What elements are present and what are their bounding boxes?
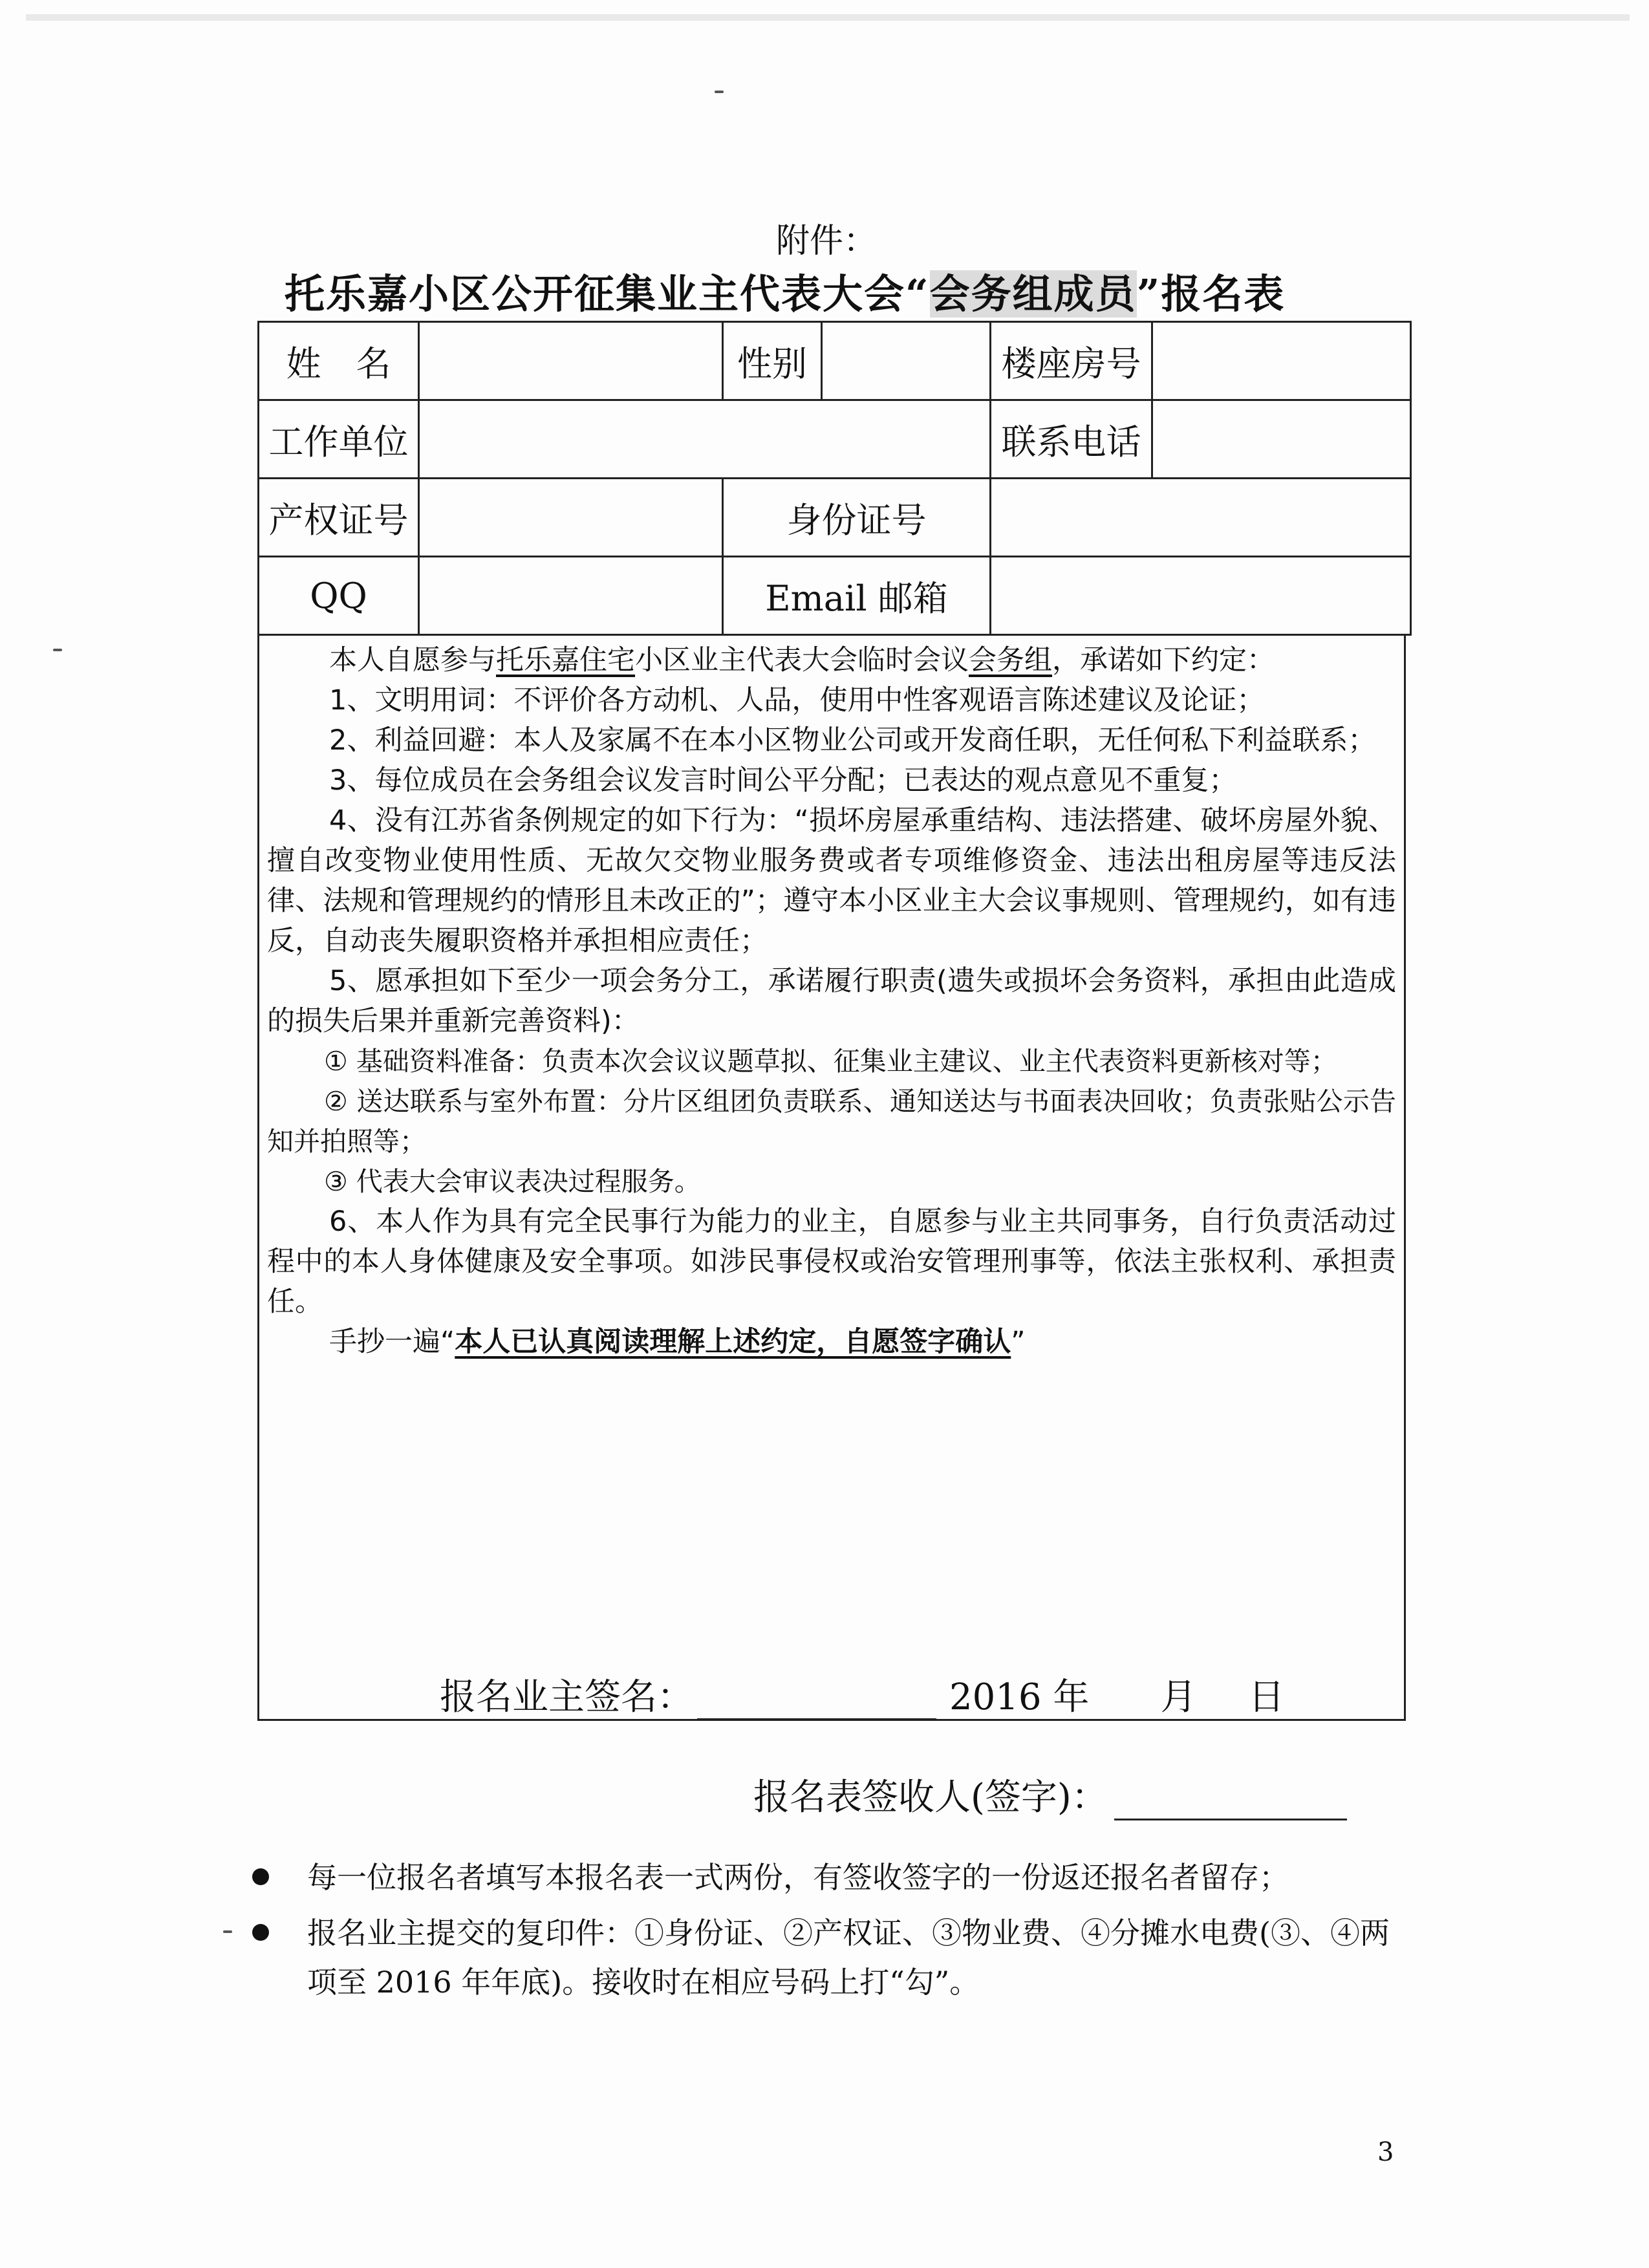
registration-form-table	[257, 321, 1412, 636]
email-label: Email 邮箱	[723, 557, 991, 635]
bullet-icon	[252, 1868, 269, 1885]
deed-number-label: 产权证号	[259, 479, 419, 557]
phone-label: 联系电话	[991, 400, 1152, 479]
text-span: 小区业主代表大会临时会议	[635, 644, 969, 676]
terms-sub-1: ① 基础资料准备：负责本次会议议题草拟、征集业主建议、业主代表资料更新核对等；	[324, 1046, 1337, 1077]
work-unit-field[interactable]	[419, 400, 991, 479]
bullet-icon	[252, 1924, 269, 1941]
email-field[interactable]	[991, 557, 1411, 635]
note-item	[252, 1853, 1416, 1902]
title-highlight: 会务组成员	[929, 270, 1137, 318]
scan-speck	[715, 91, 724, 93]
id-number-field[interactable]	[991, 479, 1411, 557]
terms-text	[259, 640, 1404, 1362]
note-text: 每一位报名者填写本报名表一式两份，有签收签字的一份返还报名者留存；	[307, 1860, 1289, 1895]
signature-day: 日	[1248, 1676, 1285, 1718]
signature-month: 月	[1160, 1676, 1197, 1718]
name-label: 姓 名	[259, 322, 419, 400]
copy-instruction	[267, 1322, 1396, 1362]
terms-box	[257, 634, 1406, 1721]
room-field[interactable]	[1152, 322, 1411, 400]
deed-number-field[interactable]	[419, 479, 723, 557]
scan-speck	[223, 1930, 232, 1933]
receiver-label: 报名表签收人(签字)：	[753, 1777, 1108, 1819]
gender-label: 性别	[723, 322, 822, 400]
scan-speck	[53, 649, 62, 651]
terms-sub-3: ③ 代表大会审议表决过程服务。	[324, 1166, 701, 1197]
note-item	[252, 1908, 1416, 2007]
copy-sentence: 本人已认真阅读理解上述约定，自愿签字确认	[455, 1326, 1011, 1358]
text-span: ，承诺如下约定：	[1052, 644, 1275, 676]
notes-list	[252, 1853, 1416, 2013]
scan-edge	[26, 14, 1630, 21]
terms-sub-2: ② 送达联系与室外布置：分片区组团负责联系、通知送达与书面表决回收；负责张贴公示告知并拍照等；	[267, 1086, 1396, 1157]
handwriting-area[interactable]	[259, 1410, 1404, 1604]
terms-item-3: 3、每位成员在会务组会议发言时间公平分配；已表达的观点意见不重复；	[329, 764, 1237, 797]
terms-item-4: 4、没有江苏省条例规定的如下行为：“损坏房屋承重结构、违法搭建、破坏房屋外貌、擅自改变物业使用性质、无故欠交物业服务费或者专项维修资金、违法出租房屋等违反法律、法规和管理规约的情形且未改正的”；遵守本小区业主大会议事规则、管理规约，如有违反，自动丧失履职资格并承担相应责任；	[267, 805, 1396, 957]
page-title	[285, 262, 1384, 319]
underlined-text: 会务组	[969, 644, 1052, 676]
page-number: 3	[1377, 2137, 1394, 2167]
title-part: ”报名表	[1136, 270, 1286, 318]
room-label: 楼座房号	[991, 322, 1152, 400]
owner-signature-line[interactable]	[697, 1686, 936, 1720]
phone-field[interactable]	[1152, 400, 1411, 479]
terms-item-5: 5、愿承担如下至少一项会务分工，承诺履行职责(遗失或损坏会务资料，承担由此造成的损失后果并重新完善资料)：	[267, 965, 1396, 1037]
receiver-signature-line[interactable]	[1114, 1786, 1347, 1820]
gender-field[interactable]	[822, 322, 991, 400]
signature-year: 2016 年	[949, 1676, 1090, 1718]
attachment-label: 附件：	[776, 222, 878, 261]
text-span: ”	[1011, 1326, 1026, 1358]
name-field[interactable]	[419, 322, 723, 400]
text-span: 本人自愿参与	[329, 644, 496, 676]
owner-signature-row	[440, 1669, 1284, 1720]
note-text: 报名业主提交的复印件：①身份证、②产权证、③物业费、④分摊水电费(③、④两项至 2016 年年底)。接收时在相应号码上打“勾”。	[307, 1916, 1390, 2000]
terms-item-1: 1、文明用词：不评价各方动机、人品，使用中性客观语言陈述建议及论证；	[329, 684, 1265, 717]
qq-field[interactable]	[419, 557, 723, 635]
underlined-text: 托乐嘉住宅	[496, 644, 635, 676]
terms-item-6: 6、本人作为具有完全民事行为能力的业主，自愿参与业主共同事务，自行负责活动过程中的本人身体健康及安全事项。如涉民事侵权或治安管理刑事等，依法主张权利、承担责任。	[267, 1205, 1396, 1318]
terms-item-2: 2、利益回避：本人及家属不在本小区物业公司或开发商任职，无任何私下利益联系；	[329, 724, 1376, 757]
id-number-label: 身份证号	[723, 479, 991, 557]
text-span: 手抄一遍“	[329, 1326, 455, 1358]
work-unit-label: 工作单位	[259, 400, 419, 479]
title-part: 托乐嘉小区公开征集业主代表大会“	[285, 270, 930, 318]
receiver-signature-row	[753, 1769, 1347, 1820]
terms-intro	[267, 640, 1396, 680]
qq-label: QQ	[259, 557, 419, 635]
owner-signature-label: 报名业主签名：	[440, 1676, 693, 1718]
